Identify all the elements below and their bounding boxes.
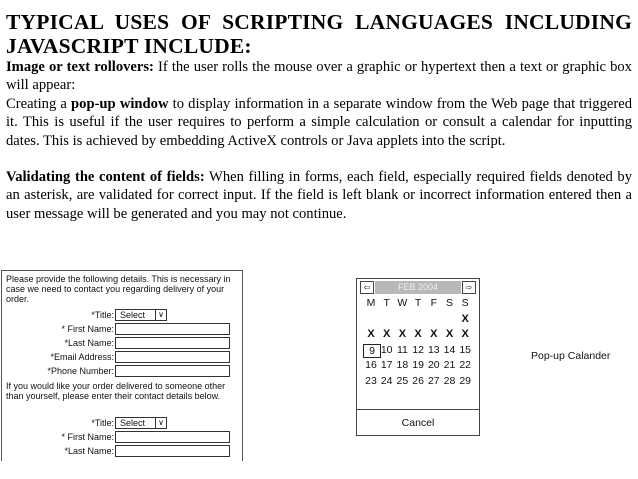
- phone-row: [2, 365, 242, 377]
- calendar-week: [363, 312, 475, 328]
- title-select-value: Select: [120, 310, 146, 320]
- first-name-label: * First Name:: [61, 324, 114, 334]
- email-row: [2, 351, 242, 363]
- calendar-caption: Pop-up Calander: [531, 350, 611, 362]
- popup-bold: pop-up window: [71, 95, 169, 112]
- calendar-day[interactable]: 12: [412, 343, 424, 356]
- calendar-day[interactable]: 9: [363, 344, 381, 358]
- calendar-day[interactable]: 11: [396, 343, 408, 356]
- calendar-weekdays: [363, 296, 475, 312]
- first-name-input-2[interactable]: [115, 431, 230, 443]
- arrow-right-icon[interactable]: ⇨: [462, 281, 476, 294]
- chevron-down-icon: ∨: [155, 418, 166, 428]
- arrow-left-icon[interactable]: ⇦: [360, 281, 374, 294]
- page-title: TYPICAL USES OF SCRIPTING LANGUAGES INCLUDING JAVASCRIPT INCLUDE:: [6, 10, 632, 58]
- popup-pre: Creating a: [6, 95, 72, 112]
- last-name-label: *Last Name:: [64, 338, 114, 348]
- calendar-week: [363, 343, 475, 359]
- weekday-label: W: [397, 297, 408, 309]
- calendar-day[interactable]: 17: [380, 359, 393, 371]
- calendar-day[interactable]: 14: [443, 343, 456, 356]
- calendar-day[interactable]: 24: [380, 374, 393, 387]
- popup-paragraph: [6, 95, 632, 150]
- calendar-day[interactable]: 25: [396, 374, 409, 387]
- calendar-day[interactable]: 13: [427, 343, 440, 356]
- weekday-label: S: [461, 297, 469, 309]
- first-name-input[interactable]: [115, 323, 230, 335]
- calendar-month: FEB 2004: [375, 281, 461, 294]
- calendar-header: [360, 281, 476, 294]
- phone-input[interactable]: [115, 365, 230, 377]
- calendar-day-disabled: X: [461, 312, 469, 325]
- popup-text: to display information in a separate window from the Web page that triggered it. This is useful if the user requires to perform a simple calculation or consult a calendar for inputting dates. This is achieved by embedding ActiveX controls or Java applets into the script.: [6, 95, 632, 149]
- chevron-down-icon: ∨: [155, 310, 166, 320]
- weekday-label: F: [430, 297, 437, 309]
- weekday-label: M: [366, 297, 376, 309]
- last-name-input[interactable]: [115, 337, 230, 349]
- calendar-day[interactable]: 16: [365, 359, 377, 371]
- calendar-day[interactable]: 26: [412, 374, 424, 387]
- form-other-note: If you would like your order delivered to someone other than yourself, please enter their contact details below.: [6, 381, 226, 401]
- calendar-day[interactable]: 18: [396, 359, 409, 371]
- calendar-day[interactable]: 10: [380, 343, 393, 356]
- calendar-grid: [363, 296, 475, 389]
- title-label-2: *Title:: [91, 418, 114, 428]
- validate-text: When filling in forms, each field, especially required fields denoted by an asterisk, are validated for correct input. If the field is left blank or incorrect information entered then a user message will be generated and you may not continue.: [6, 169, 633, 222]
- first-name-row-2: [2, 431, 242, 443]
- email-label: *Email Address:: [50, 352, 114, 362]
- title-label: *Title:: [91, 310, 114, 320]
- calendar-day-disabled: X: [398, 328, 407, 340]
- last-name-input-2[interactable]: [115, 445, 230, 457]
- rollover-paragraph: [6, 58, 632, 95]
- title-row: [2, 309, 242, 321]
- document: [6, 10, 632, 223]
- calendar-day[interactable]: 20: [427, 359, 440, 371]
- calendar-week: [363, 327, 475, 343]
- calendar-day[interactable]: 22: [459, 359, 472, 371]
- validate-label: Validating the content of fields:: [6, 169, 205, 186]
- title-select-2[interactable]: [115, 417, 167, 429]
- email-input[interactable]: [115, 351, 230, 363]
- contact-form: [1, 270, 243, 461]
- calendar-day-disabled: X: [414, 328, 422, 340]
- weekday-label: T: [414, 297, 422, 309]
- title-row-2: [2, 417, 242, 429]
- form-intro: Please provide the following details. This is necessary in case we need to contact you regarding delivery of your order.: [6, 274, 231, 304]
- rollover-text: If the user rolls the mouse over a graphic or hypertext then a text or graphic box will appear:: [6, 59, 632, 94]
- title-select-value-2: Select: [120, 418, 146, 428]
- calendar-day-disabled: X: [445, 328, 454, 340]
- rollover-label: Image or text rollovers:: [6, 59, 154, 75]
- first-name-row: [2, 323, 242, 335]
- calendar-day-disabled: X: [367, 328, 375, 340]
- calendar-day-disabled: X: [383, 328, 391, 340]
- calendar-day[interactable]: 21: [443, 359, 456, 371]
- calendar-week: [363, 358, 475, 374]
- calendar-day[interactable]: 23: [365, 374, 377, 387]
- weekday-label: S: [445, 297, 453, 309]
- last-name-row-2: [2, 445, 242, 457]
- title-select[interactable]: [115, 309, 167, 321]
- calendar-divider: [357, 409, 479, 410]
- calendar-day[interactable]: 15: [459, 343, 472, 356]
- calendar-day[interactable]: 19: [412, 359, 424, 371]
- last-name-row: [2, 337, 242, 349]
- validate-paragraph: [6, 168, 632, 223]
- weekday-label: T: [383, 297, 390, 309]
- calendar-day[interactable]: 29: [459, 374, 472, 387]
- cancel-button[interactable]: Cancel: [401, 417, 435, 429]
- phone-label: *Phone Number:: [47, 366, 114, 376]
- calendar-day-disabled: X: [461, 328, 469, 340]
- first-name-label-2: * First Name:: [61, 432, 114, 442]
- calendar-day[interactable]: 27: [427, 374, 440, 387]
- calendar-week: [363, 374, 475, 390]
- last-name-label-2: *Last Name:: [64, 446, 114, 456]
- calendar-day[interactable]: 28: [443, 374, 456, 387]
- calendar-day-disabled: X: [430, 328, 438, 340]
- popup-calendar: [356, 278, 480, 436]
